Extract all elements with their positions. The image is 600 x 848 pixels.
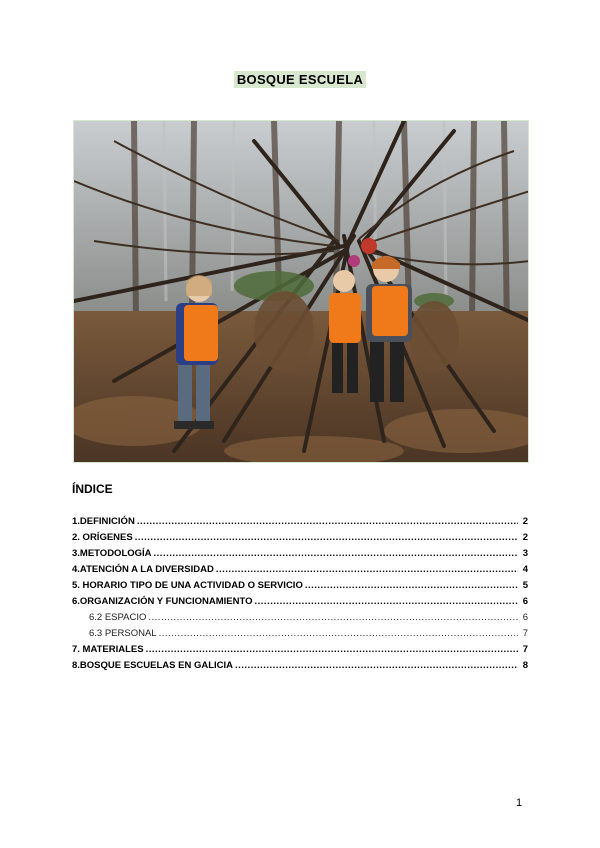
toc-entry-page: 5 <box>522 580 528 591</box>
toc-leader-dots <box>135 532 518 543</box>
toc-entry[interactable] <box>72 564 528 580</box>
toc-entry[interactable] <box>72 596 528 612</box>
toc-leader-dots <box>255 596 518 607</box>
toc-leader-dots <box>137 516 518 527</box>
toc-entry-label: 2. ORÍGENES <box>72 532 133 543</box>
document-title: BOSQUE ESCUELA <box>234 71 366 88</box>
toc-entry[interactable] <box>72 532 528 548</box>
toc-entry-page: 7 <box>522 628 528 639</box>
toc-entry-page: 6 <box>522 596 528 607</box>
index-heading: ÍNDICE <box>72 482 113 496</box>
toc-entry[interactable] <box>72 644 528 660</box>
toc-entry[interactable] <box>72 548 528 564</box>
toc-entry[interactable] <box>72 516 528 532</box>
page-number: 1 <box>516 797 523 809</box>
toc-entry-page: 8 <box>522 660 528 671</box>
cover-photo <box>73 120 529 463</box>
toc-entry-label: 5. HORARIO TIPO DE UNA ACTIVIDAD O SERVICIO <box>72 580 303 591</box>
toc-leader-dots <box>146 644 518 655</box>
toc-entry-label: 6.ORGANIZACIÓN Y FUNCIONAMIENTO <box>72 596 253 607</box>
toc-entry-page: 3 <box>522 548 528 559</box>
toc-entry-page: 2 <box>522 516 528 527</box>
toc-leader-dots <box>148 612 518 623</box>
toc-entry-page: 4 <box>522 564 528 575</box>
toc-leader-dots <box>305 580 518 591</box>
toc-entry-page: 2 <box>522 532 528 543</box>
toc-leader-dots <box>159 628 518 639</box>
toc-entry-label: 8.BOSQUE ESCUELAS EN GALICIA <box>72 660 233 671</box>
toc-entry-label: 6.2 ESPACIO <box>89 612 147 623</box>
toc-entry-label: 1.DEFINICIÓN <box>72 516 135 527</box>
toc-subentry[interactable] <box>72 628 528 644</box>
toc-entry-label: 7. MATERIALES <box>72 644 144 655</box>
toc-entry-label: 3.METODOLOGÍA <box>72 548 152 559</box>
toc-entry[interactable] <box>72 580 528 596</box>
toc-leader-dots <box>216 564 518 575</box>
toc-entry-label: 6.3 PERSONAL <box>89 628 157 639</box>
toc-subentry[interactable] <box>72 612 528 628</box>
toc-entry[interactable] <box>72 660 528 676</box>
title-wrapper <box>0 71 600 89</box>
toc-entry-page: 6 <box>522 612 528 623</box>
toc-entry-page: 7 <box>522 644 528 655</box>
toc-entry-label: 4.ATENCIÓN A LA DIVERSIDAD <box>72 564 214 575</box>
toc-leader-dots <box>154 548 518 559</box>
table-of-contents <box>72 516 528 676</box>
toc-leader-dots <box>235 660 518 671</box>
